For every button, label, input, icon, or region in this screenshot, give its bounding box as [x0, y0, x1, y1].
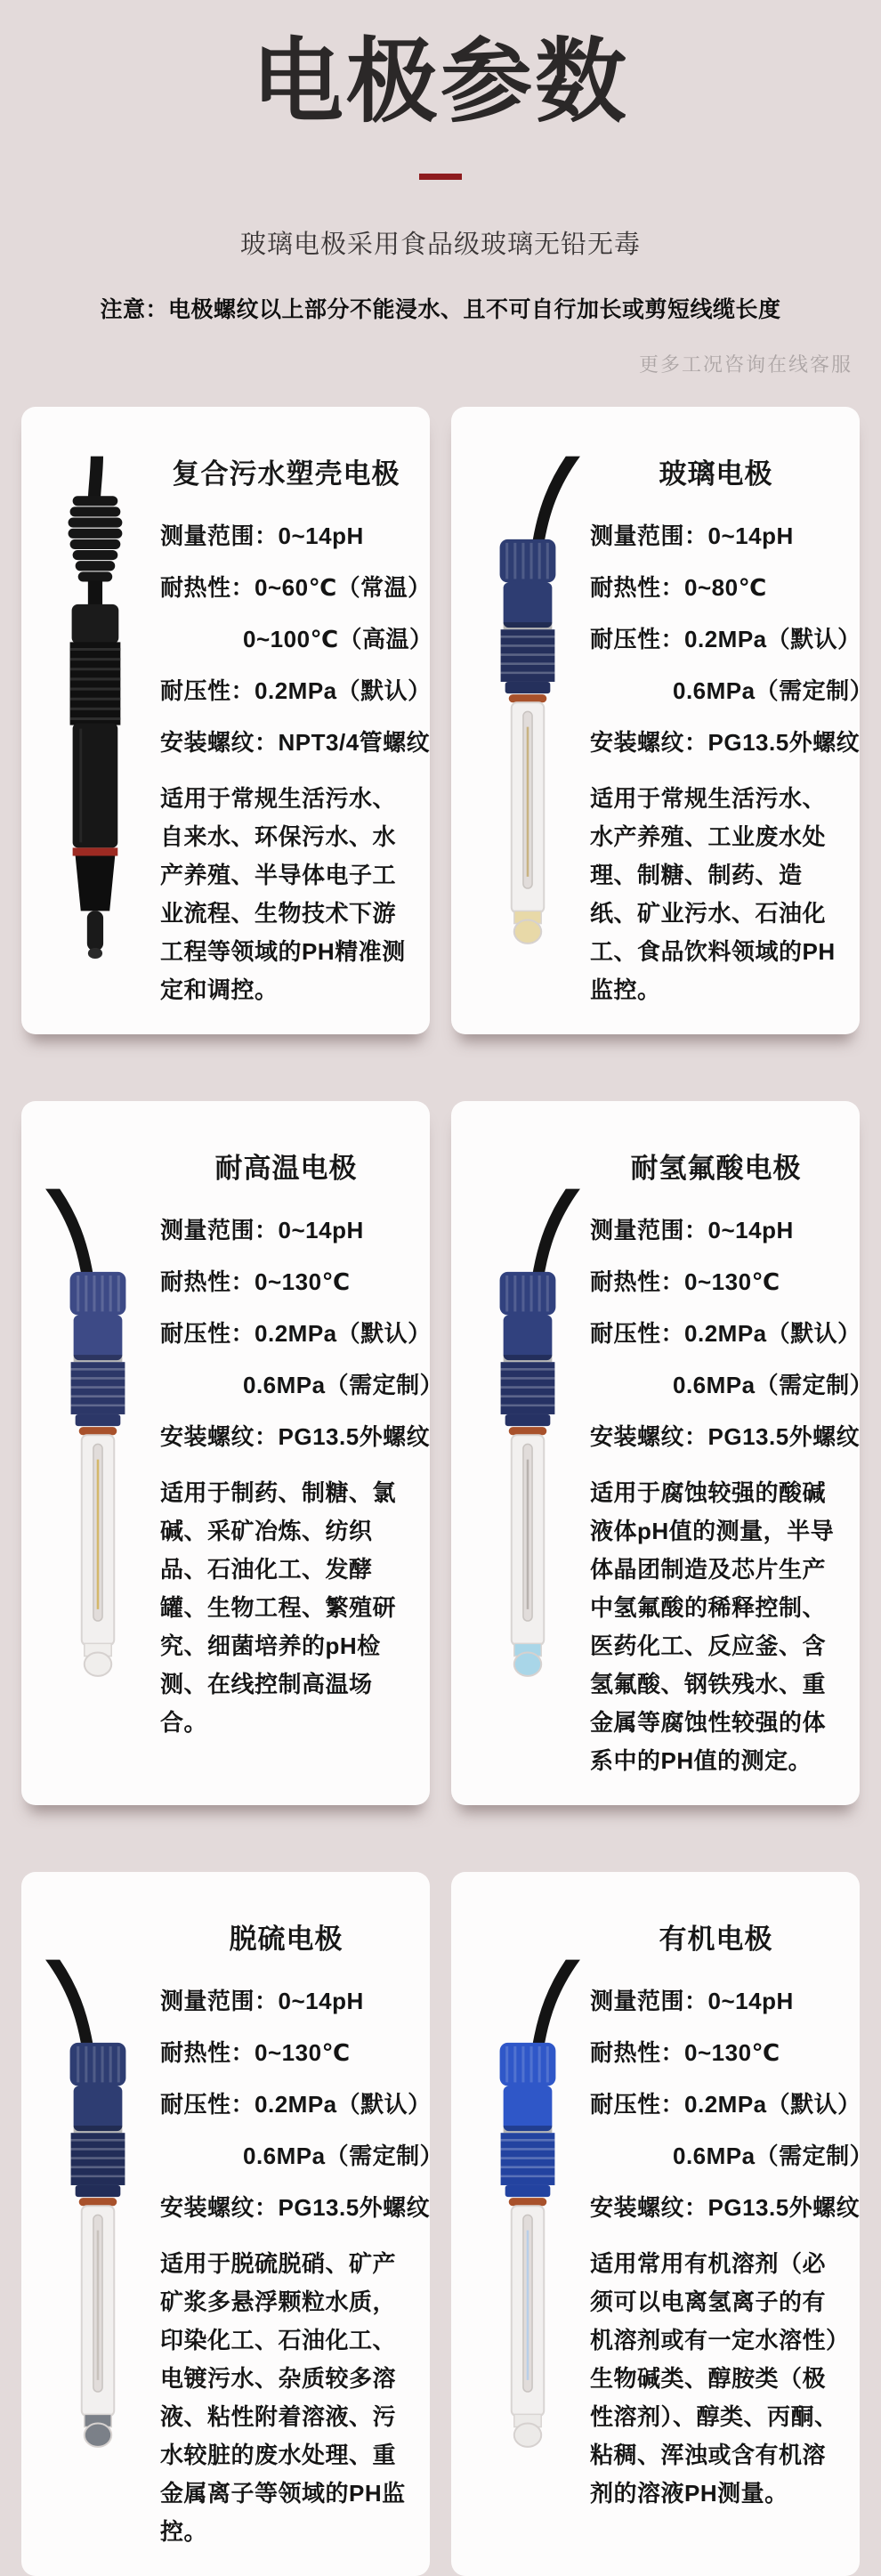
spec-pressure-line2: 0.6MPa（需定制） [673, 677, 874, 704]
spec-pressure-line2: 0.6MPa（需定制） [243, 2143, 444, 2169]
card-content [157, 1872, 444, 2576]
spec-pressure: 耐压性：0.2MPa（默认） [160, 677, 432, 704]
spec-thread: 安装螺纹：PG13.5外螺纹 [590, 2194, 861, 2221]
glass-electrode-card [451, 407, 874, 1034]
organic-electrode-card [451, 1872, 874, 2576]
warning-note: 注意：电极螺纹以上部分不能浸水、且不可自行加长或剪短线缆长度 [100, 297, 781, 322]
card-title: 脱硫电极 [229, 1924, 344, 1955]
card-description: 适用于制药、制糖、氯碱、采矿冶炼、纺织品、石油化工、发酵罐、生物工程、繁殖研究、细菌培养的pH检测、在线控制高温场合。 [160, 1479, 397, 1736]
card-title: 耐高温电极 [214, 1153, 358, 1184]
card-description: 适用于腐蚀较强的酸碱液体pH值的测量，半导体晶团制造及芯片生产中氢氟酸的稀释控制、医药化工、反应釜、含氢氟酸、钢铁残水、重金属等腐蚀性较强的体系中的PH值的测定。 [590, 1479, 835, 1774]
card-content [586, 407, 874, 1034]
card-content [586, 1101, 874, 1805]
card-description: 适用常用有机溶剂（必须可以电离氢离子的有机溶剂或有一定水溶性）生物碱类、醇胺类（极性溶剂）、醇类、丙酮、粘稠、浑浊或含有机溶剂的溶液PH测量。 [590, 2250, 838, 2507]
card-description: 适用于常规生活污水、自来水、环保污水、水产养殖、半导体电子工业流程、生物技术下游工程等领域的PH精准测定和调控。 [160, 785, 406, 1003]
composite-sewage-electrode-card [21, 407, 433, 1034]
card-content [586, 1872, 874, 2538]
title-underline [419, 174, 462, 180]
card-content [157, 407, 433, 1034]
spec-heat-line2: 0~100℃（高温） [243, 626, 433, 652]
spec-range: 测量范围：0~14pH [160, 1217, 364, 1243]
organic-electrode-photo [460, 1884, 595, 2558]
page-title: 电极参数 [252, 30, 629, 133]
high-temperature-electrode-card [21, 1101, 444, 1805]
page-header [0, 0, 881, 377]
card-description: 适用于脱硫脱硝、矿产矿浆多悬浮颗粒水质，印染化工、石油化工、电镀污水、杂质较多溶液、粘性附着溶液、污水较脏的废水处理、重金属离子等领域的PH监控。 [160, 2250, 406, 2545]
glass-electrode-photo [460, 419, 595, 1017]
high-temperature-electrode-photo [30, 1114, 166, 1787]
card-description: 适用于常规生活污水、水产养殖、工业废水处理、制糖、制药、造纸、矿业污水、石油化工、食品饮料领域的PH监控。 [590, 785, 836, 1003]
subtitle: 玻璃电极采用食品级玻璃无铅无毒 [239, 231, 641, 259]
desulfurization-electrode-card [21, 1872, 444, 2576]
spec-thread: 安装螺纹：PG13.5外螺纹 [590, 1423, 861, 1450]
desulfurization-electrode-photo [30, 1884, 166, 2558]
card-content [157, 1101, 444, 1767]
customer-service-note: 更多工况咨询在线客服 [638, 353, 853, 376]
spec-pressure: 耐压性：0.2MPa（默认） [590, 626, 861, 652]
spec-pressure-line2: 0.6MPa（需定制） [673, 2143, 874, 2169]
spec-range: 测量范围：0~14pH [590, 1217, 794, 1243]
spec-pressure-line2: 0.6MPa（需定制） [243, 1372, 444, 1398]
spec-pressure: 耐压性：0.2MPa（默认） [160, 1320, 432, 1347]
spec-pressure: 耐压性：0.2MPa（默认） [160, 2091, 432, 2118]
spec-thread: 安装螺纹：PG13.5外螺纹 [590, 729, 861, 756]
spec-pressure-line2: 0.6MPa（需定制） [673, 1372, 874, 1398]
card-title: 耐氢氟酸电极 [630, 1153, 802, 1184]
hydrofluoric-acid-electrode-photo [460, 1114, 595, 1787]
card-title: 玻璃电极 [659, 458, 773, 490]
black-plastic-electrode-photo [30, 419, 166, 1017]
spec-thread: 安装螺纹：PG13.5外螺纹 [160, 1423, 431, 1450]
spec-heat: 耐热性：0~130℃ [590, 1268, 780, 1295]
spec-heat: 耐热性：0~130℃ [590, 2039, 780, 2066]
spec-range: 测量范围：0~14pH [590, 522, 794, 549]
spec-heat: 耐热性：0~130℃ [160, 2039, 351, 2066]
spec-heat: 耐热性：0~80℃ [590, 574, 767, 601]
spec-range: 测量范围：0~14pH [160, 522, 364, 549]
card-title: 有机电极 [659, 1924, 773, 1955]
spec-thread: 安装螺纹：PG13.5外螺纹 [160, 2194, 431, 2221]
spec-range: 测量范围：0~14pH [160, 1988, 364, 2014]
spec-range: 测量范围：0~14pH [590, 1988, 794, 2014]
spec-heat: 耐热性：0~130℃ [160, 1268, 351, 1295]
spec-heat: 耐热性：0~60℃（常温） [160, 574, 432, 601]
card-title: 复合污水塑壳电极 [172, 458, 400, 490]
hydrofluoric-acid-electrode-card [451, 1101, 874, 1805]
product-card-grid [21, 407, 874, 2576]
spec-thread: 安装螺纹：NPT3/4管螺纹 [160, 729, 431, 756]
spec-pressure: 耐压性：0.2MPa（默认） [590, 2091, 861, 2118]
spec-pressure: 耐压性：0.2MPa（默认） [590, 1320, 861, 1347]
